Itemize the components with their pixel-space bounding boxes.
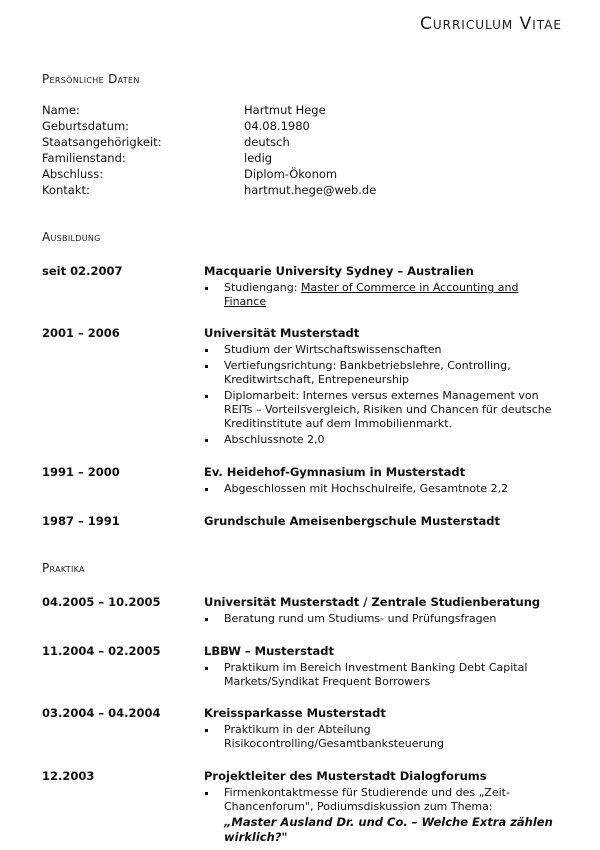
personal-row-name — [42, 102, 376, 118]
section-heading-education: Ausbildung — [42, 230, 101, 244]
entry-date: 03.2004 – 04.2004 — [42, 706, 161, 720]
section-heading-internships: Praktika — [42, 561, 85, 575]
panel-topic-quote: „Master Ausland Dr. und Co. – Welche Extra zählen wirklich?" — [224, 815, 553, 844]
internship-entry-lbbw — [42, 643, 562, 691]
value-birthdate: 04.08.1980 — [244, 119, 310, 133]
personal-row-degree — [42, 166, 376, 182]
list-item: Praktikum in der Abteilung Risikocontrolling/Gesamtbanksteuerung — [204, 723, 562, 751]
list-item: Vertiefungsrichtung: Bankbetriebslehre, Controlling, Kreditwirtschaft, Entrepeneurship — [204, 359, 562, 387]
personal-row-marital-status — [42, 150, 376, 166]
entry-date: 1987 – 1991 — [42, 514, 120, 528]
education-entry-university — [42, 325, 562, 449]
internship-entry-dialogforum — [42, 768, 562, 847]
entry-institution: Universität Musterstadt — [204, 326, 360, 340]
list-item: Abgeschlossen mit Hochschulreife, Gesamtnote 2,2 — [204, 482, 562, 496]
entry-institution: Universität Musterstadt / Zentrale Studienberatung — [204, 595, 541, 609]
entry-bullet-list — [204, 281, 562, 309]
entry-date: seit 02.2007 — [42, 264, 123, 278]
entry-bullet-list — [204, 482, 562, 496]
value-contact-email[interactable]: hartmut.hege@web.de — [244, 183, 377, 197]
entry-institution: Kreissparkasse Musterstadt — [204, 706, 386, 720]
education-entry-gymnasium — [42, 464, 562, 498]
label-marital-status: Familienstand: — [42, 151, 126, 165]
program-prefix: Studiengang: — [224, 281, 301, 294]
entry-date: 11.2004 – 02.2005 — [42, 644, 161, 658]
label-degree: Abschluss: — [42, 167, 104, 181]
internship-entry-studienberatung — [42, 594, 562, 628]
value-marital-status: ledig — [244, 151, 273, 165]
label-birthdate: Geburtsdatum: — [42, 119, 130, 133]
list-item: Abschlussnote 2,0 — [204, 433, 562, 447]
value-nationality: deutsch — [244, 135, 290, 149]
entry-institution: Macquarie University Sydney – Australien — [204, 264, 474, 278]
education-entry-macquarie — [42, 263, 562, 311]
entry-date: 04.2005 – 10.2005 — [42, 595, 161, 609]
label-nationality: Staatsangehörigkeit: — [42, 135, 162, 149]
personal-row-birthdate — [42, 118, 376, 134]
list-item — [204, 786, 562, 845]
list-item — [204, 281, 562, 309]
entry-bullet-list — [204, 786, 562, 845]
entry-institution: Grundschule Ameisenbergschule Musterstadt — [204, 514, 500, 528]
personal-data-table — [42, 102, 376, 198]
section-heading-personal: Persönliche Daten — [42, 72, 140, 86]
education-entry-grundschule — [42, 513, 562, 529]
entry-bullet-list — [204, 343, 562, 447]
value-degree: Diplom-Ökonom — [244, 167, 338, 181]
entry-institution: Projektleiter des Musterstadt Dialogforums — [204, 769, 487, 783]
document-title: Curriculum Vitae — [419, 14, 562, 34]
entry-date: 1991 – 2000 — [42, 465, 120, 479]
label-name: Name: — [42, 103, 80, 117]
list-item-text: Firmenkontaktmesse für Studierende und des „Zeit-Chancenforum", Podiumsdiskussion zum Thema: — [224, 786, 510, 813]
program-link[interactable]: Master of Commerce in Accounting and Finance — [224, 281, 519, 308]
entry-bullet-list — [204, 612, 562, 626]
entry-bullet-list — [204, 661, 562, 689]
personal-row-nationality — [42, 134, 376, 150]
entry-date: 2001 – 2006 — [42, 326, 120, 340]
personal-row-contact — [42, 182, 376, 198]
internship-entry-kreissparkasse — [42, 705, 562, 753]
entry-date: 12.2003 — [42, 769, 95, 783]
list-item: Diplomarbeit: Internes versus externes Management von REITs – Vorteilsvergleich, Risiken und Chancen für deutsche Kreditinstitute auf dem Immobilienmarkt. — [204, 389, 562, 431]
entry-bullet-list — [204, 723, 562, 751]
entry-institution: Ev. Heidehof-Gymnasium in Musterstadt — [204, 465, 466, 479]
list-item: Beratung rund um Studiums- und Prüfungsfragen — [204, 612, 562, 626]
list-item: Praktikum im Bereich Investment Banking Debt Capital Markets/Syndikat Frequent Borrowers — [204, 661, 562, 689]
label-contact: Kontakt: — [42, 183, 90, 197]
list-item: Studium der Wirtschaftswissenschaften — [204, 343, 562, 357]
entry-institution: LBBW – Musterstadt — [204, 644, 334, 658]
value-name: Hartmut Hege — [244, 103, 326, 117]
